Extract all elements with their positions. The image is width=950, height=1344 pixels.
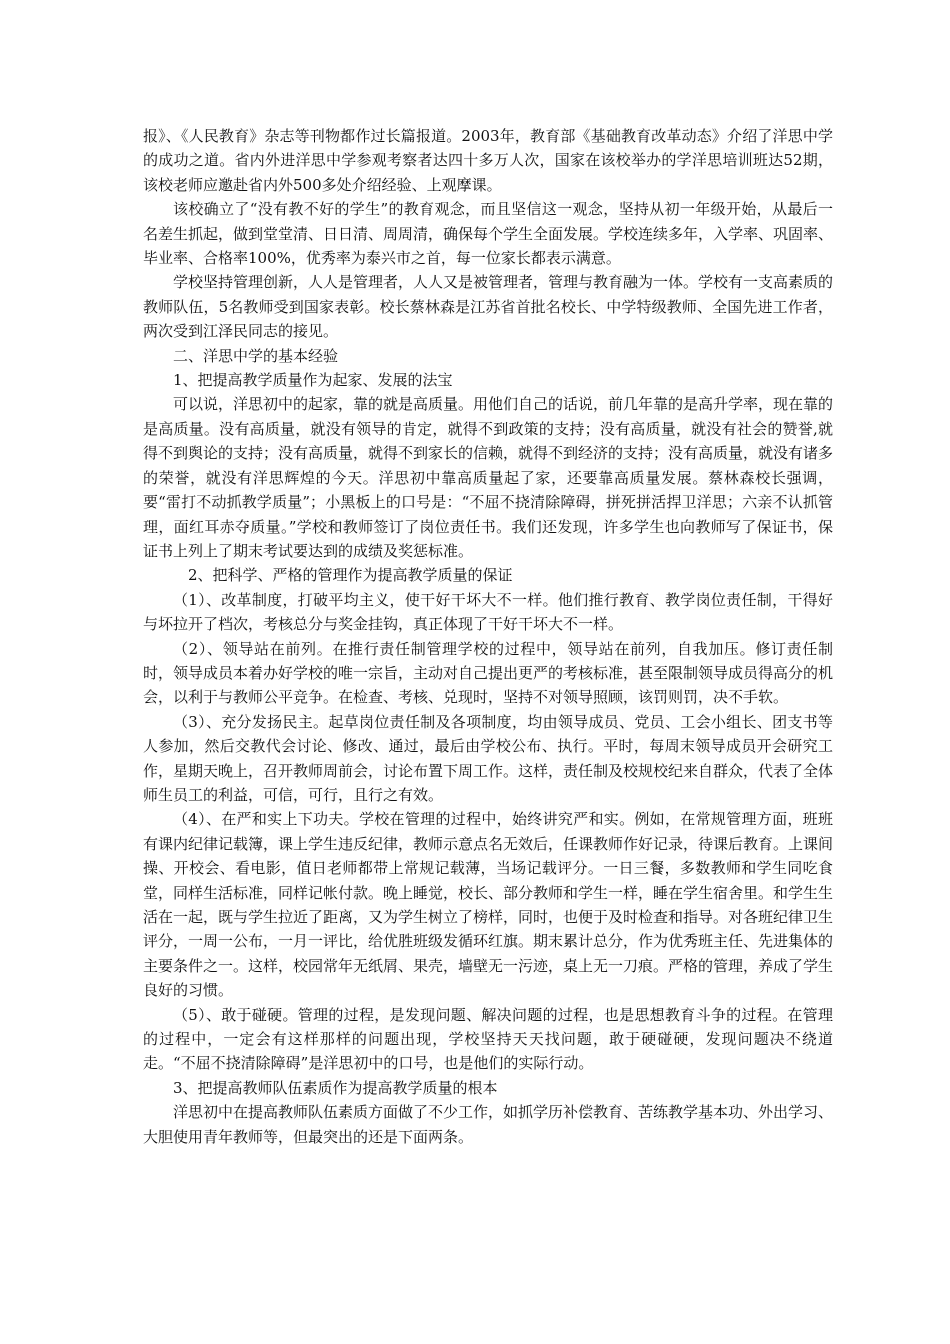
- paragraph-item-1-reform: （1）、改革制度，打破平均主义，使干好干坏大不一样。他们推行教育、教学岗位责任制，干得好与坏拉开了档次，考核总分与奖金挂钩，真正体现了干好干坏大不一样。: [143, 590, 833, 634]
- paragraph-education-concept: 该校确立了“没有教不好的学生”的教育观念，而且坚信这一观念，坚持从初一年级开始，从最后一名差生抓起，做到堂堂清、日日清、周周清，确保每个学生全面发展。学校连续多年，入学率、巩固率、毕业率、合格率100%，优秀率为泰兴市之首，每一位家长都表示满意。: [143, 200, 834, 268]
- paragraph-item-4-strict: （4）、在严和实上下功夫。学校在管理的过程中，始终讲究严和实。例如，在常规管理方面，班班有课内纪律记载簿，课上学生违反纪律，教师示意点名无效后，任课教师作好记录，待课后教育。上课间操、开校会、看电影，值日老师都带上常规记载薄，当场记载评分。一日三餐，多数教师和学生同吃食堂，同样生活标准，同样记帐付款。晚上睡觉，校长、部分教师和学生一样，睡在学生宿舍里。和学生生活在一起，既与学生拉近了距离，又为学生树立了榜样，同时，也便于及时检查和指导。对各班纪律卫生评分，一周一公布，一月一评比，给优胜班级发循环红旗。期末累计总分，作为优秀班主任、先进集体的主要条件之一。这样，校园常年无纸屑、果壳，墙壁无一污迹，桌上无一刀痕。严格的管理，养成了学生良好的习惯。: [143, 810, 834, 1000]
- paragraph-item-3-democracy: （3）、充分发扬民主。起草岗位责任制及各项制度，均由领导成员、党员、工会小组长、团支书等人参加，然后交教代会讨论、修改、通过，最后由学校公布、执行。平时，每周末领导成员开会研究工作，星期天晚上，召开教师周前会，讨论布置下周工作。这样，责任制及校规校纪来自群众，代表了全体师生员工的利益，可信，可行，且行之有效。: [143, 712, 834, 804]
- document-body: [143, 124, 833, 1149]
- paragraph-intro-continued: 报》、《人民教育》杂志等刊物都作过长篇报道。2003年，教育部《基础教育改革动态》介绍了洋思中学的成功之道。省内外进洋思中学参观考察者达四十多万人次，国家在该校举办的学洋思培训班达52期，该校老师应邀赴省内外500多处介绍经验、上观摩课。: [143, 127, 833, 194]
- paragraph-management-innovation: 学校坚持管理创新，人人是管理者，人人又是被管理者，管理与教育融为一体。学校有一支高素质的教师队伍，5名教师受到国家表彰。校长蔡林森是江苏省首批名校长、中学特级教师、全国先进工作者，两次受到江泽民同志的接见。: [143, 273, 834, 341]
- paragraph-item-5-tough: （5）、敢于碰硬。管理的过程，是发现问题、解决问题的过程，也是思想教育斗争的过程。在管理的过程中，一定会有这样那样的问题出现，学校坚持天天找问题，敢于硬碰硬，发现问题决不绕道走。“不屈不挠清除障碍”是洋思初中的口号，也是他们的实际行动。: [143, 1005, 833, 1073]
- paragraph-item-2-leadership: （2）、领导站在前列。在推行责任制管理学校的过程中，领导站在前列，自我加压。修订责任制时，领导成员本着办好学校的唯一宗旨，主动对自己提出更严的考核标准，甚至限制领导成员得高分的机会，以利于与教师公平竞争。在检查、考核、兑现时，坚持不对领导照顾，该罚则罚，决不手软。: [143, 639, 834, 707]
- paragraph-teacher-work: 洋思初中在提高教师队伍素质方面做了不少工作，如抓学历补偿教育、苦练教学基本功、外出学习、大胆使用青年教师等，但最突出的还是下面两条。: [143, 1103, 834, 1146]
- subheading-scientific-management: 2、把科学、严格的管理作为提高教学质量的保证: [188, 566, 513, 585]
- subheading-quality-magic-weapon: 1、把提高教学质量作为起家、发展的法宝: [173, 371, 453, 390]
- subheading-teacher-quality: 3、把提高教师队伍素质作为提高教学质量的根本: [173, 1078, 498, 1097]
- section-heading-basic-experience: 二、洋思中学的基本经验: [173, 346, 339, 365]
- paragraph-high-quality: 可以说，洋思初中的起家，靠的就是高质量。用他们自己的话说，前几年靠的是高升学率，现在靠的是高质量。没有高质量，就没有领导的肯定，就得不到政策的支持；没有高质量，就没有社会的赞誉,就得不到舆论的支持；没有高质量，就得不到家长的信赖，就得不到经济的支持；没有高质量，就没有诸多的荣誉，就没有洋思辉煌的今天。洋思初中靠高质量起了家，还要靠高质量发展。蔡林森校长强调，要“雷打不动抓教学质量”；小黑板上的口号是：“不屈不挠清除障碍，拼死拼活捍卫洋思；六亲不认抓管理，面红耳赤夺质量。”学校和教师签订了岗位责任书。我们还发现，许多学生也向教师写了保证书，保证书上列上了期末考试要达到的成绩及奖惩标准。: [143, 395, 834, 560]
